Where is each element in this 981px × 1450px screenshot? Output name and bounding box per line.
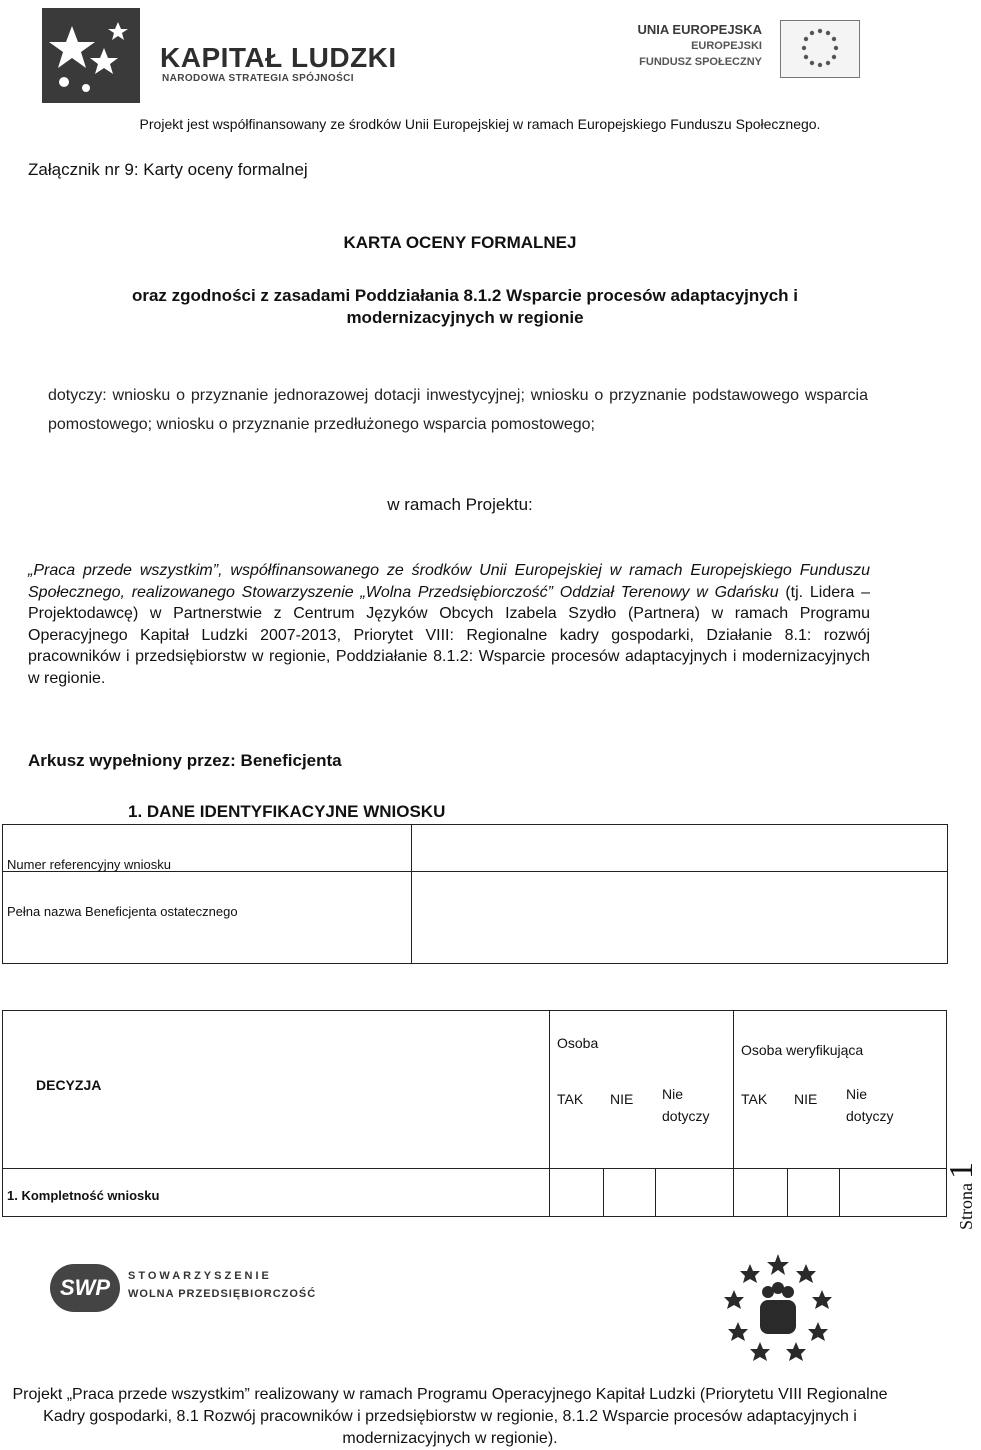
beneficiary-name-label: Pełna nazwa Beneficjenta ostatecznego <box>7 904 238 919</box>
verifier-yes-cell[interactable] <box>734 1169 786 1215</box>
reference-number-field[interactable] <box>417 835 937 865</box>
page-marker <box>925 1150 980 1240</box>
eu-logo <box>637 20 860 80</box>
eu-fund-line1: EUROPEJSKI <box>691 40 762 52</box>
swp-mark: SWP <box>50 1264 120 1312</box>
person-na-cell[interactable] <box>656 1169 732 1215</box>
verifier-group-label: Osoba weryfikująca <box>741 1042 864 1058</box>
card-title: KARTA OCENY FORMALNEJ <box>343 233 577 252</box>
swp-logo <box>50 1264 317 1314</box>
eu-title: UNIA EUROPEJSKA <box>637 22 762 37</box>
project-description-normal: (tj. Lidera – Projektodawcę) w Partnerstwie z Centrum Języków Obcych Izabela Szydło (Partnera) w ramach Programu Operacyjnego Kapitał Ludzki 2007-2013, Priorytet VIII: Regionalne kadry gospodarki, Działanie 8.1: rozwój pracowników i przedsiębiorstw w regionie, Poddziałanie 8.1.2: Wsparcie procesów adaptacyjnych i modernizacyjnych w regionie. <box>28 583 870 687</box>
swp-line1: STOWARZYSZENIE <box>128 1270 272 1282</box>
verifier-no-cell[interactable] <box>788 1169 838 1215</box>
verifier-na-line1: Nie <box>846 1086 868 1102</box>
person-yes-cell[interactable] <box>550 1169 602 1215</box>
person-group-label: Osoba <box>557 1035 599 1051</box>
verifier-na-header <box>846 1083 893 1127</box>
card-subtitle: oraz zgodności z zasadami Poddziałania 8.1.2 Wsparcie procesów adaptacyjnych i modernizacyjnych w regionie <box>131 286 799 327</box>
annex-title: Załącznik nr 9: Karty oceny formalnej <box>28 160 308 179</box>
person-no-header: NIE <box>610 1091 634 1107</box>
table-divider <box>411 825 412 963</box>
project-description <box>28 560 870 689</box>
verifier-yes-header: TAK <box>741 1091 768 1107</box>
person-na-line2: dotyczy <box>662 1108 710 1124</box>
decision-label: DECYZJA <box>36 1077 102 1093</box>
swp-line2: WOLNA PRZEDSIĘBIORCZOŚĆ <box>128 1288 317 1300</box>
within-project-label: w ramach Projektu: <box>387 495 533 514</box>
concerns-paragraph: dotyczy: wniosku o przyznanie jednorazowej dotacji inwestycyjnej; wniosku o przyznanie podstawowego wsparcia pomostowego; wniosku o przyznanie przedłużonego wsparcia pomostowego; <box>48 387 868 433</box>
page-marker-word: Strona <box>956 1183 976 1230</box>
decision-table <box>2 1010 947 1217</box>
verifier-na-line2: dotyczy <box>846 1108 894 1124</box>
reference-number-label: Numer referencyjny wniosku <box>7 857 172 872</box>
section-1-title: 1. DANE IDENTYFIKACYJNE WNIOSKU <box>128 802 446 821</box>
identification-table <box>2 824 948 964</box>
beneficiary-name-field[interactable] <box>417 881 937 957</box>
kapital-ludzki-logo <box>42 8 397 103</box>
person-na-header <box>662 1083 709 1127</box>
kapital-ludzki-emblem-icon <box>42 8 140 103</box>
kapital-ludzki-subtitle: NARODOWA STRATEGIA SPÓJNOŚCI <box>162 73 354 84</box>
page-number: 1 <box>943 1162 980 1179</box>
project-description-italic: „Praca przede wszystkim”, współfinansowanego ze środków Unii Europejskiej w ramach Europejskiego Funduszu Społecznego, realizowanego Stowarzyszenie „Wolna Przedsiębiorczość” Oddział Terenowy w Gdańsku <box>28 562 870 601</box>
verifier-no-header: NIE <box>794 1091 818 1107</box>
filled-by-label: Arkusz wypełniony przez: Beneficjenta <box>28 751 342 770</box>
completeness-row-label: 1. Kompletność wniosku <box>7 1188 160 1203</box>
kapital-ludzki-title: KAPITAŁ LUDZKI <box>160 42 397 73</box>
cofinancing-note: Projekt jest współfinansowany ze środków Unii Europejskiej w ramach Europejskiego Funduszu Społecznego. <box>139 116 821 132</box>
person-no-cell[interactable] <box>604 1169 654 1215</box>
eu-fund-line2: FUNDUSZ SPOŁECZNY <box>639 56 762 68</box>
person-na-line1: Nie <box>662 1086 684 1102</box>
stars-people-emblem-icon <box>722 1252 834 1362</box>
person-yes-header: TAK <box>557 1091 584 1107</box>
eu-flag-icon <box>780 20 860 78</box>
footer-text: Projekt „Praca przede wszystkim” realizowany w ramach Programu Operacyjnego Kapitał Ludzki (Priorytetu VIII Regionalne Kadry gospodarki, 8.1 Rozwój pracowników i przedsiębiorstw w regionie, 8.1.2 Wsparcie procesów adaptacyjnych i modernizacyjnych w regionie). <box>12 1386 888 1447</box>
